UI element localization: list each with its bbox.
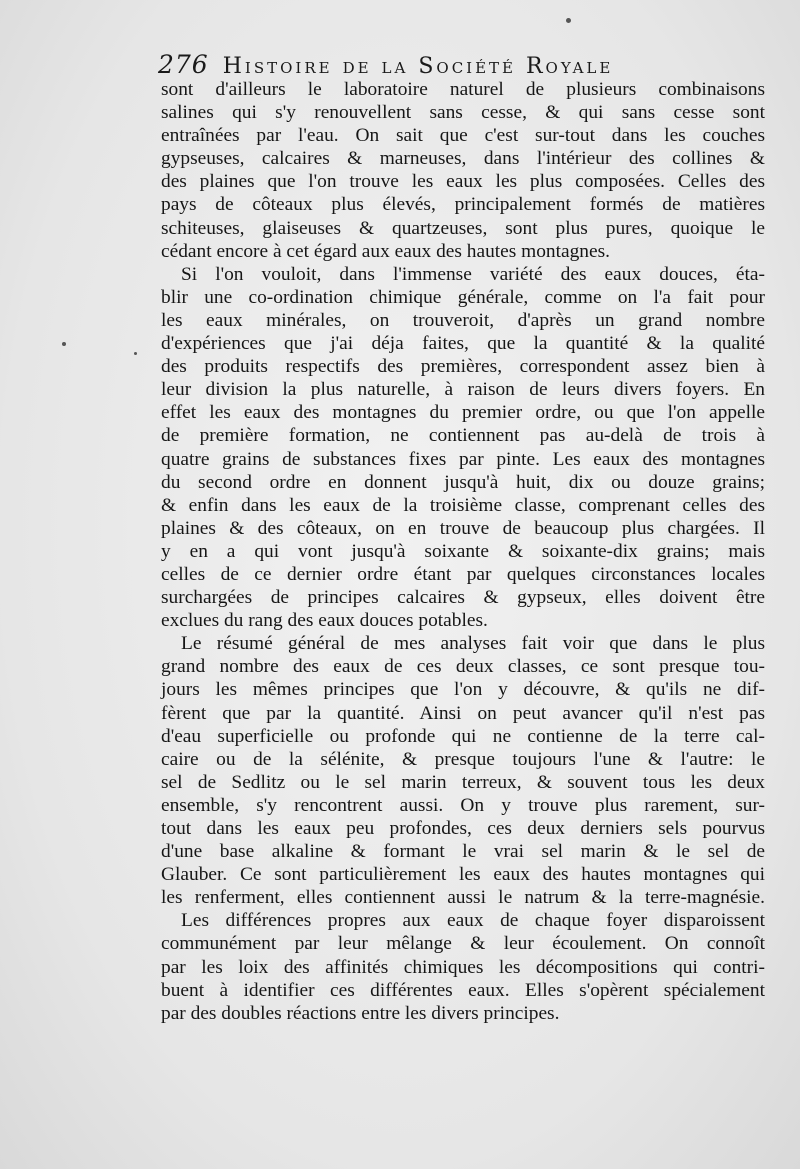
text-line: buent à identifier ces différentes eaux. Elles s'opèrent spécialement: [161, 979, 765, 1001]
text-line: Si l'on vouloit, dans l'immense variété des eaux douces, éta-: [181, 263, 765, 285]
text-line: par des doubles réactions entre les divers principes.: [161, 1002, 560, 1024]
text-line: des plaines que l'on trouve les eaux les plus composées. Celles des: [161, 171, 765, 193]
text-line: schiteuses, glaiseuses & quartzeuses, sont plus pures, quoique le: [161, 217, 765, 239]
text-line: d'expériences que j'ai déja faites, que la quantité & la qualité: [161, 333, 765, 355]
text-line: d'eau superficielle ou profonde qui ne contienne de la terre cal-: [161, 725, 765, 747]
running-head: [158, 50, 758, 80]
text-line: y en a qui vont jusqu'à soixante & soixante-dix grains; mais: [161, 540, 765, 562]
page-number: 276: [158, 50, 209, 79]
text-line: sont d'ailleurs le laboratoire naturel de plusieurs combinaisons: [161, 79, 765, 100]
text-line: celles de ce dernier ordre étant par quelques circonstances locales: [161, 563, 765, 585]
text-line: pays de côteaux plus élevés, principalement formés de matières: [161, 194, 765, 216]
text-line: caire ou de la sélénite, & presque toujours l'une & l'autre: le: [161, 748, 765, 770]
text-line: ensemble, s'y rencontrent aussi. On y trouve plus rarement, sur-: [161, 794, 765, 816]
text-line: par les loix des affinités chimiques les décompositions qui contri-: [161, 956, 765, 978]
text-line: fèrent que par la quantité. Ainsi on peut avancer qu'il n'est pas: [161, 702, 765, 724]
text-line: Les différences propres aux eaux de chaque foyer disparoissent: [181, 910, 765, 932]
text-line: du second ordre en donnent jusqu'à huit, dix ou douze grains;: [161, 471, 765, 493]
text-line: tout dans les eaux peu profondes, ces deux derniers sels pourvus: [161, 818, 765, 839]
text-line: de première formation, ne contiennent pas au-delà de trois à: [161, 425, 765, 447]
text-line: plaines & des côteaux, on en trouve de beaucoup plus chargées. Il: [161, 517, 765, 539]
text-line: cédant encore à cet égard aux eaux des hautes montagnes.: [161, 240, 611, 262]
text-line: quatre grains de substances fixes par pinte. Les eaux des montagnes: [161, 448, 765, 470]
text-line: les renferment, elles contiennent aussi le natrum & la terre-magnésie.: [161, 887, 765, 909]
text-line: surchargées de principes calcaires & gypseux, elles doivent être: [161, 587, 765, 609]
text-line: & enfin dans les eaux de la troisième classe, comprenant celles des: [161, 494, 765, 516]
text-line: gypseuses, calcaires & marneuses, dans l'intérieur des collines &: [161, 148, 765, 170]
body-text: [161, 78, 765, 1025]
text-line: jours les mêmes principes que l'on y découvre, & qu'ils ne dif-: [161, 679, 765, 701]
text-line: Glauber. Ce sont particulièrement les eaux des hautes montagnes qui: [161, 864, 765, 886]
ink-speck: [566, 18, 571, 23]
ink-speck: [134, 352, 137, 355]
text-line: les eaux minérales, on trouveroit, d'après un grand nombre: [161, 309, 765, 331]
text-line: leur division la plus naturelle, à raison de leurs divers foyers. En: [161, 379, 765, 401]
text-line: sel de Sedlitz ou le sel marin terreux, & souvent tous les deux: [161, 771, 765, 793]
ink-speck: [62, 342, 66, 346]
text-line: des produits respectifs des premières, correspondent assez bien à: [161, 356, 765, 378]
running-title: Histoire de la Société Royale: [222, 54, 614, 79]
text-line: Le résumé général de mes analyses fait voir que dans le plus: [181, 633, 765, 655]
text-line: entraînées par l'eau. On sait que c'est sur-tout dans les couches: [161, 125, 765, 147]
text-line: communément par leur mêlange & leur écoulement. On connoît: [161, 933, 765, 955]
text-line: d'une base alkaline & formant le vrai sel marin & le sel de: [161, 841, 765, 863]
text-line: exclues du rang des eaux douces potables.: [161, 610, 488, 632]
text-line: salines qui s'y renouvellent sans cesse, & qui sans cesse sont: [161, 102, 765, 124]
text-line: blir une co-ordination chimique générale, comme on l'a fait pour: [161, 286, 765, 308]
text-line: grand nombre des eaux de ces deux classes, ce sont presque tou-: [161, 656, 765, 678]
text-line: effet les eaux des montagnes du premier ordre, ou que l'on appelle: [161, 402, 765, 424]
